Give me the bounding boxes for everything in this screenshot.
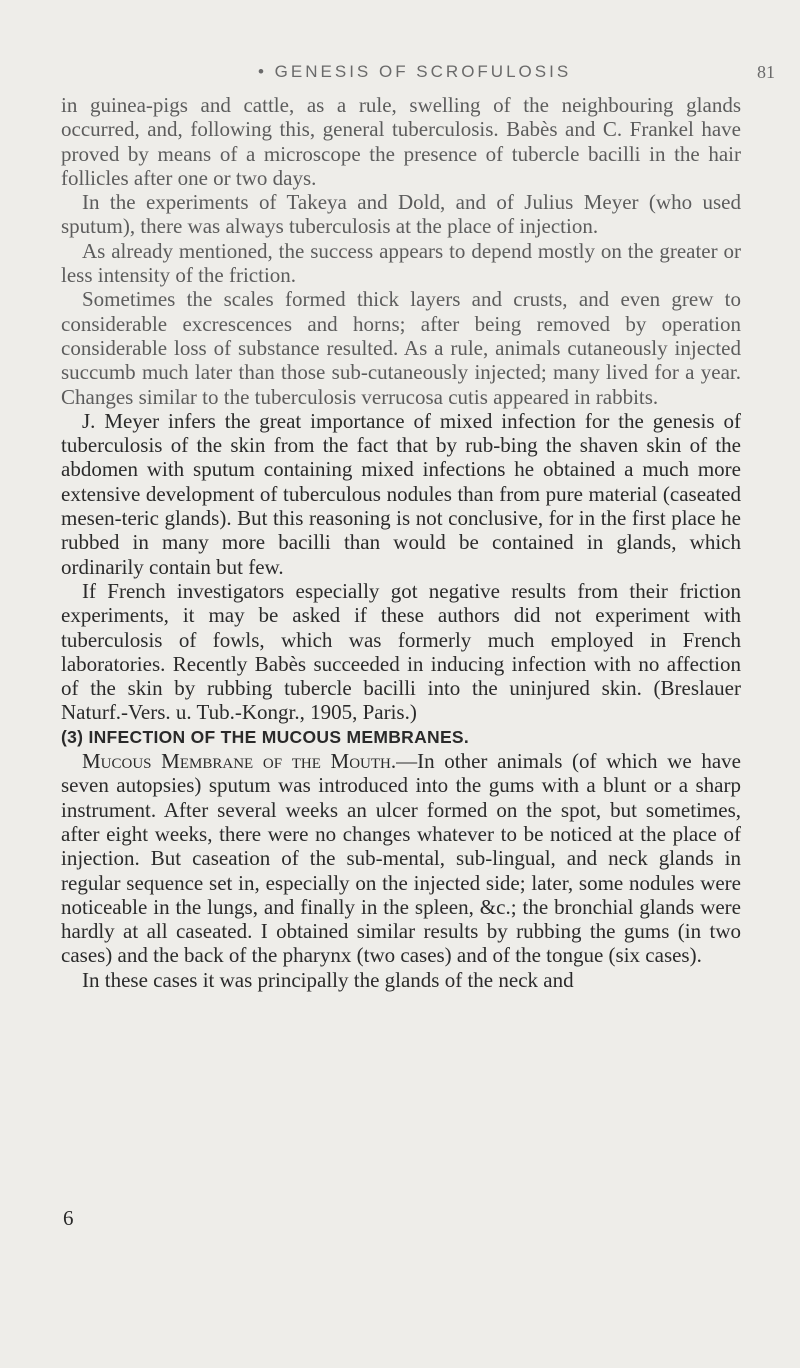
paragraph-friction: As already mentioned, the success appears to depend mostly on the greater or less intensity of the friction. bbox=[61, 238, 741, 288]
paragraph-french-investigators: If French investigators especially got negative results from their friction experiments, it may be asked if these authors did not experiment with tuberculosis of fowls, which was formerly much employed in French laboratories. Recently Babès succeeded in inducing infection with no affection of the skin by rubbing tubercle bacilli into the uninjured skin. (Breslauer Naturf.-Vers. u. Tub.-Kongr., 1905, Paris.) bbox=[61, 578, 741, 725]
paragraph-scales: Sometimes the scales formed thick layers and crusts, and even grew to considerable excrescences and horns; after being removed by operation considerable loss of substance resulted. As a rule, animals cutaneously injected succumb much later than those sub-cutaneously injected; many lived for a year. Changes similar to the tuberculosis verrucosa cutis appeared in rabbits. bbox=[61, 287, 741, 409]
section-heading: (3) INFECTION OF THE MUCOUS MEMBRANES. bbox=[61, 726, 470, 747]
signature-mark: 6 bbox=[63, 1206, 74, 1230]
paragraph-mixed-infection: J. Meyer infers the great importance of mixed infection for the genesis of tuberculosis of the skin from the fact that by rub-bing the shaven skin of the abdomen with sputum containing mixed infections he obtained a much more extensive development of tuberculous nodules than from pure material (caseated mesen-teric glands). But this reasoning is not conclusive, for in the first place he rubbed in many more bacilli than would be contained in glands, which ordinarily contain but few. bbox=[61, 408, 741, 579]
paragraph-mucous-text: —In other animals (of which we have seven autopsies) sputum was introduced into the gums with a blunt or a sharp instrument. After several weeks an ulcer formed on the spot, but sometimes, after eight weeks, there were no changes whatever to be noticed at the place of injection. But caseation of the sub-mental, sub-lingual, and neck glands in regular sequence set in, especially on the injected side; later, some nodules were noticeable in the lungs, and finally in the spleen, &c.; the bronchial glands were hardly at all caseated. I obtained similar results by rubbing the gums (in two cases) and the back of the pharynx (two cases) and of the tongue (six cases). bbox=[61, 749, 741, 968]
paragraph-lead: Mucous Membrane of the Mouth. bbox=[82, 749, 397, 774]
paragraph-continued: in guinea-pigs and cattle, as a rule, swelling of the neighbouring glands occurred, and, following this, general tuberculosis. Babès and C. Frankel have proved by means of a microscope the presence of tubercle bacilli in the hair follicles after one or two days. bbox=[61, 93, 741, 190]
running-head bbox=[0, 62, 800, 86]
body-text bbox=[61, 93, 741, 992]
running-title: • GENESIS OF SCROFULOSIS bbox=[258, 62, 572, 81]
paragraph-mucous-membrane bbox=[61, 749, 741, 968]
paragraph-experiments: In the experiments of Takeya and Dold, and of Julius Meyer (who used sputum), there was always tuberculosis at the place of injection. bbox=[61, 190, 741, 239]
page-number: 81 bbox=[757, 62, 775, 82]
paragraph-glands-of-neck: In these cases it was principally the glands of the neck and bbox=[82, 967, 574, 992]
